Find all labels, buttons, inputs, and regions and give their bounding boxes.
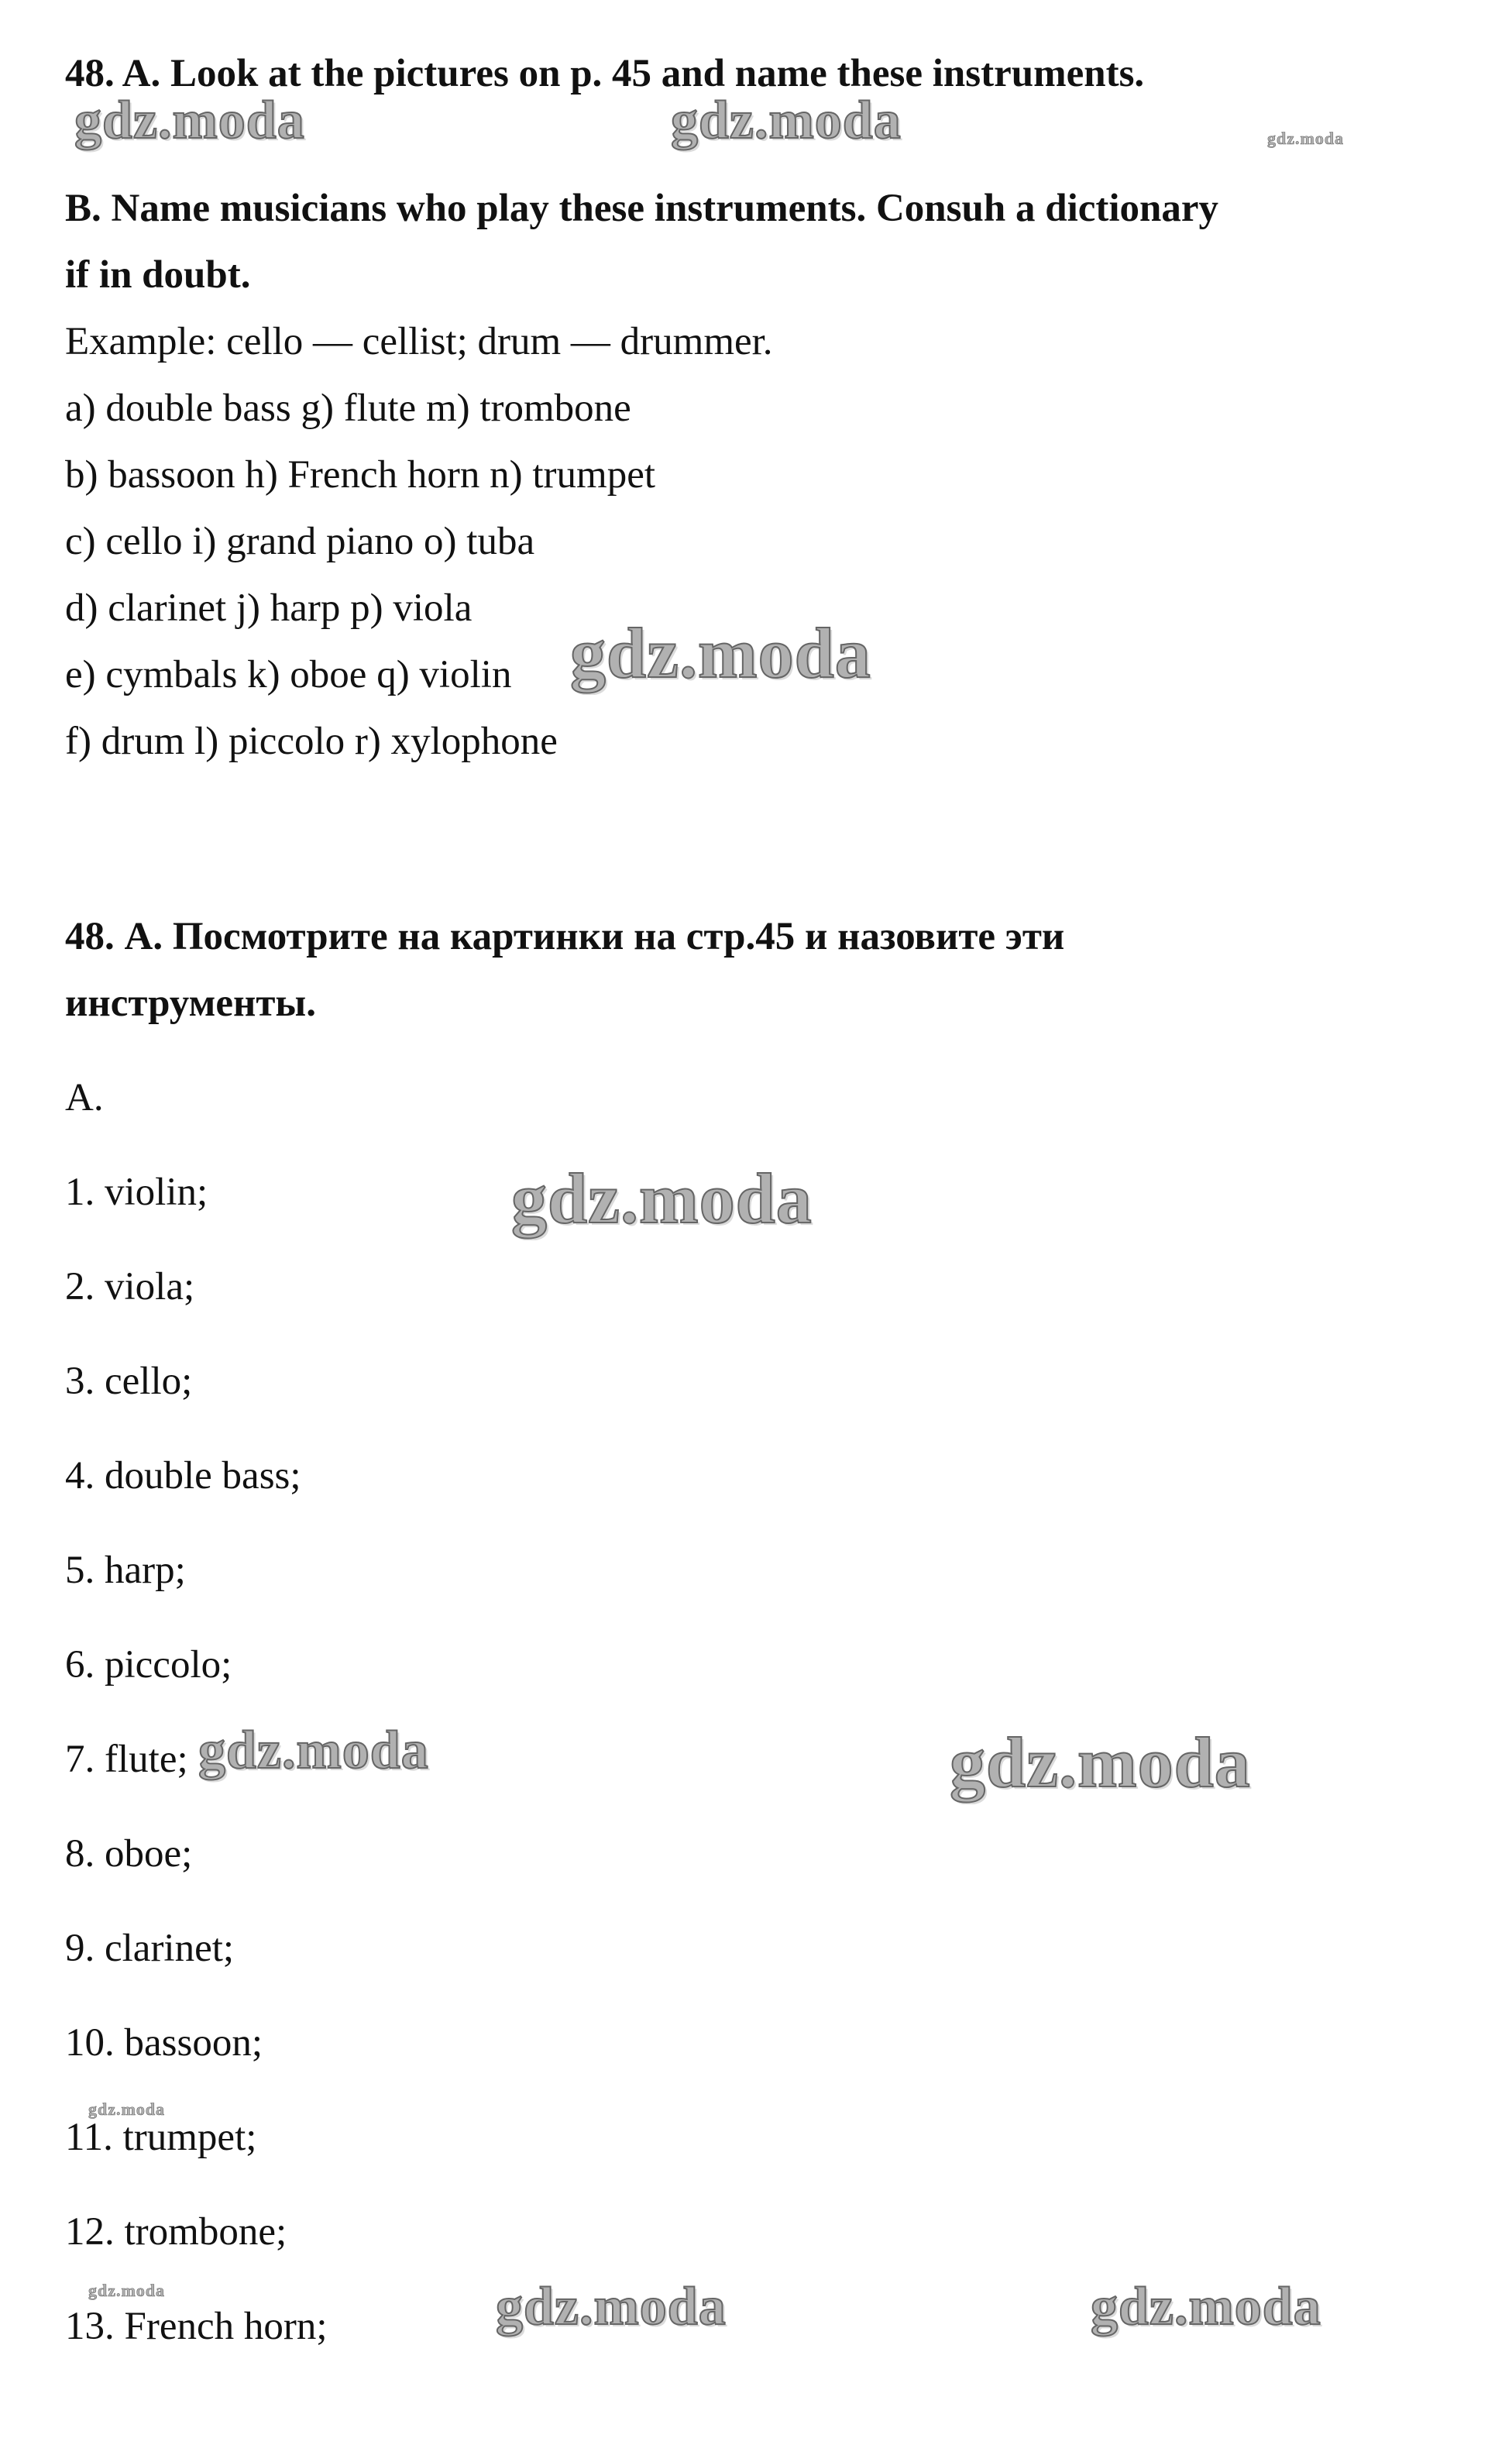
exercise-heading-b: B. Name musicians who play these instruments. Consuh a dictionary [65,187,1219,230]
watermark: gdz.moda [950,1723,1251,1802]
answer-item: 9. clarinet; [65,1927,235,1970]
answer-item: 10. bassoon; [65,2021,263,2065]
example-line: Example: cello — cellist; drum — drummer. [65,320,773,363]
answer-item: 13. French horn; [65,2305,328,2348]
watermark: gdz.moda [496,2277,727,2336]
exercise-heading-a: 48. A. Look at the pictures on p. 45 and name these instruments. [65,52,1145,95]
answer-item: 7. flute; [65,1738,188,1781]
answer-label: A. [65,1076,104,1119]
translation-heading: 48. А. Посмотрите на картинки на стр.45 и назовите эти [65,915,1065,958]
instrument-row: b) bassoon h) French horn n) trumpet [65,453,656,497]
instrument-row: a) double bass g) flute m) trombone [65,387,631,430]
answer-item: 3. cello; [65,1360,193,1403]
watermark: gdz.moda [88,2281,166,2300]
answer-item: 8. oboe; [65,1832,193,1876]
watermark: gdz.moda [1267,129,1345,148]
instrument-row: c) cello i) grand piano o) tuba [65,520,535,563]
answer-item: 2. viola; [65,1265,195,1308]
answer-item: 6. piccolo; [65,1643,232,1687]
watermark: gdz.moda [570,614,871,693]
watermark: gdz.moda [1091,2277,1321,2336]
watermark: gdz.moda [88,2099,166,2119]
instrument-row: d) clarinet j) harp p) viola [65,586,472,630]
answer-item: 1. violin; [65,1171,208,1214]
watermark: gdz.moda [511,1159,813,1238]
instrument-row: e) cymbals k) oboe q) violin [65,653,512,696]
instrument-row: f) drum l) piccolo r) xylophone [65,720,558,763]
watermark: gdz.moda [671,91,902,150]
answer-item: 4. double bass; [65,1454,301,1497]
answer-item: 12. trombone; [65,2210,287,2254]
answer-item: 11. trumpet; [65,2116,257,2159]
watermark: gdz.moda [74,91,305,150]
answer-item: 5. harp; [65,1549,186,1592]
translation-heading-continued: инструменты. [65,982,316,1025]
watermark: gdz.moda [198,1721,429,1780]
exercise-heading-b-continued: if in doubt. [65,253,251,297]
